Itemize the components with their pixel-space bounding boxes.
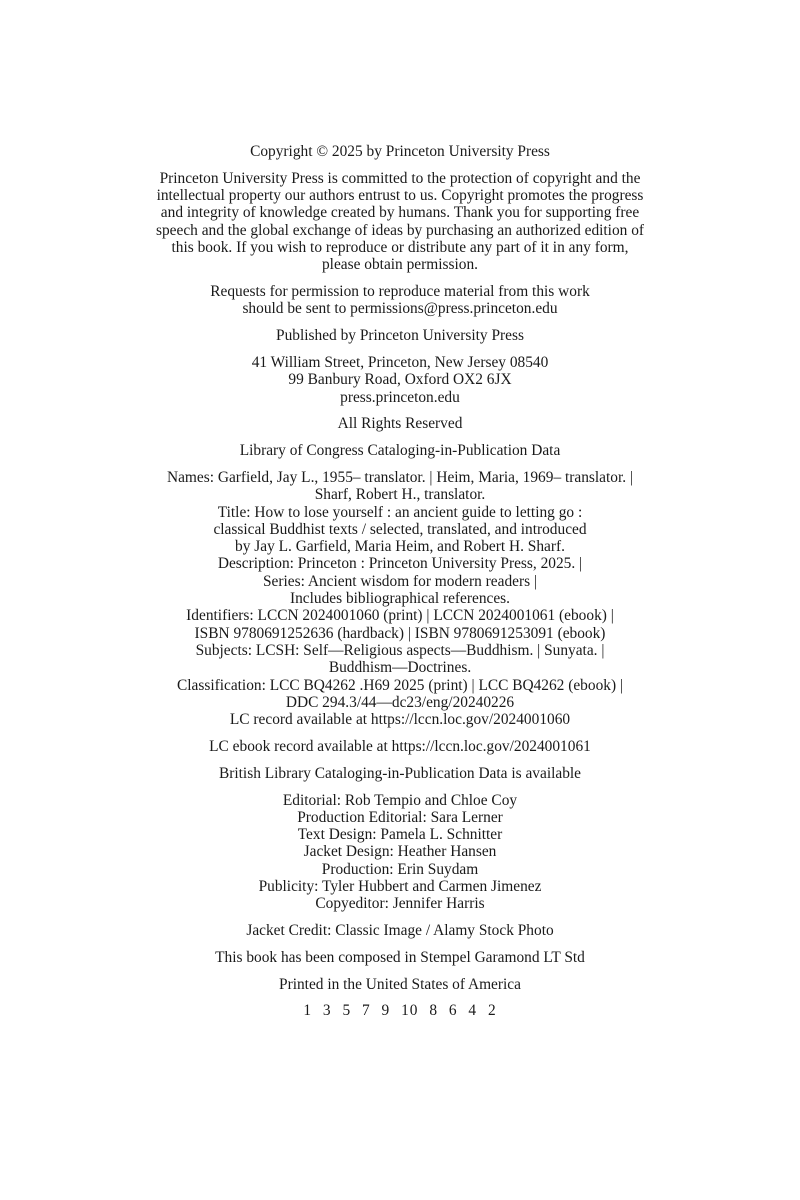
cip-line: Title: How to lose yourself : an ancient guide to letting go :: [217, 503, 583, 521]
publisher-website: press.princeton.edu: [340, 388, 460, 406]
cip-line: LC record available at https://lccn.loc.gov/2024001060: [229, 711, 571, 729]
rights-line: All Rights Reserved: [337, 415, 463, 433]
printer-key: [100, 1002, 700, 1019]
composed-in-line: This book has been composed in Stempel Garamond LT Std: [215, 948, 585, 966]
loc-heading: [100, 442, 700, 459]
publisher-addresses: [100, 354, 700, 406]
permissions-request: [100, 283, 700, 318]
british-library: [100, 765, 700, 782]
cip-line: Identifiers: LCCN 2024001060 (print) | LCCN 2024001061 (ebook) |: [186, 607, 614, 625]
statement-line: and integrity of knowledge created by humans. Thank you for supporting free: [160, 204, 640, 222]
jacket-credit: [100, 922, 700, 939]
permissions-line: should be sent to permissions@press.princeton.edu: [242, 300, 558, 318]
credit-line: Publicity: Tyler Hubbert and Carmen Jimenez: [258, 877, 542, 895]
statement-line: this book. If you wish to reproduce or distribute any part of it in any form,: [171, 238, 629, 256]
statement-line: speech and the global exchange of ideas by purchasing an authorized edition of: [155, 221, 645, 239]
address-princeton: 41 William Street, Princeton, New Jersey 08540: [251, 353, 549, 371]
cip-line: by Jay L. Garfield, Maria Heim, and Robert H. Sharf.: [235, 538, 565, 556]
cip-line: ISBN 9780691252636 (hardback) | ISBN 9780691253091 (ebook): [194, 624, 606, 642]
printed-in: [100, 976, 700, 993]
ebook-record-line: LC ebook record available at https://lccn.loc.gov/2024001061: [209, 737, 591, 755]
published-by: Published by Princeton University Press: [276, 327, 524, 345]
printed-in-line: Printed in the United States of America: [279, 975, 521, 993]
british-library-line: British Library Cataloging-in-Publication Data is available: [218, 764, 582, 782]
composition-note: [100, 949, 700, 966]
cip-line: classical Buddhist texts / selected, translated, and introduced: [213, 520, 587, 538]
cip-line: DDC 294.3/44—dc23/eng/20240226: [285, 693, 515, 711]
statement-line: Princeton University Press is committed to the protection of copyright and the: [159, 169, 641, 187]
permissions-line: Requests for permission to reproduce material from this work: [210, 283, 590, 301]
cip-line: Subjects: LCSH: Self—Religious aspects—Buddhism. | Sunyata. |: [195, 641, 605, 659]
cip-line: Series: Ancient wisdom for modern readers |: [262, 572, 538, 590]
cip-line: Sharf, Robert H., translator.: [314, 486, 486, 504]
publisher-line: [100, 327, 700, 344]
copyright-line: Copyright © 2025 by Princeton University Press: [250, 143, 550, 160]
statement-line: please obtain permission.: [321, 256, 478, 274]
copyright-page: [100, 143, 700, 1029]
cip-line: Classification: LCC BQ4262 .H69 2025 (print) | LCC BQ4262 (ebook) |: [176, 676, 624, 694]
print-line: 1 3 5 7 9 10 8 6 4 2: [303, 1002, 497, 1020]
credit-line: Jacket Design: Heather Hansen: [303, 843, 497, 861]
cip-line: Buddhism—Doctrines.: [328, 659, 472, 677]
cip-line: Includes bibliographical references.: [289, 590, 511, 608]
cip-line: Names: Garfield, Jay L., 1955– translator. | Heim, Maria, 1969– translator. |: [166, 468, 634, 486]
cip-line: Description: Princeton : Princeton University Press, 2025. |: [217, 555, 583, 573]
credit-line: Production Editorial: Sara Lerner: [297, 808, 503, 826]
ebook-record: [100, 738, 700, 755]
credit-line: Text Design: Pamela L. Schnitter: [297, 826, 503, 844]
loc-heading-line: Library of Congress Cataloging-in-Publication Data: [239, 442, 561, 460]
rights-reserved: [100, 415, 700, 432]
statement-line: intellectual property our authors entrust to us. Copyright promotes the progress: [156, 187, 644, 205]
credit-line: Copyeditor: Jennifer Harris: [315, 895, 485, 913]
credit-line: Production: Erin Suydam: [321, 860, 479, 878]
jacket-credit-line: Jacket Credit: Classic Image / Alamy Stock Photo: [246, 922, 554, 940]
cip-data: [100, 469, 700, 728]
copyright-notice: [100, 143, 700, 160]
copyright-statement: [100, 170, 700, 274]
address-oxford: 99 Banbury Road, Oxford OX2 6JX: [288, 371, 512, 389]
credit-line: Editorial: Rob Tempio and Chloe Coy: [282, 791, 518, 809]
production-credits: [100, 792, 700, 913]
